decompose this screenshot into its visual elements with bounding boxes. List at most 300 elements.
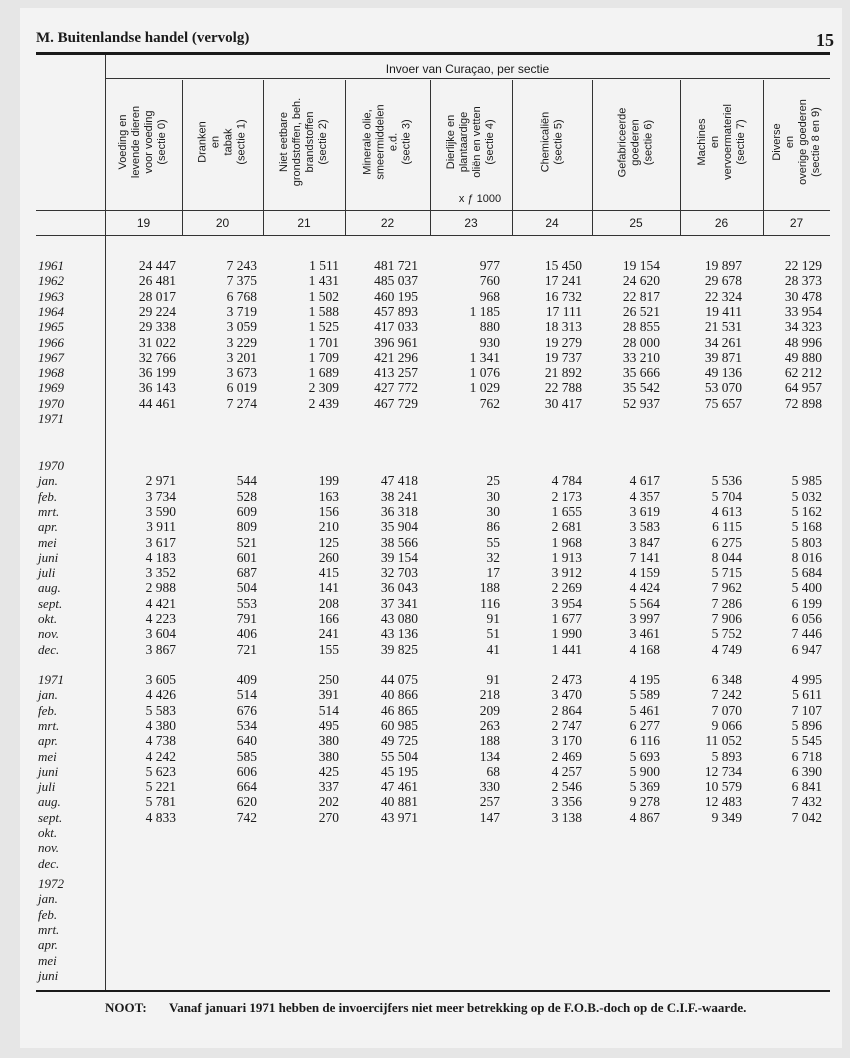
table-cell: 30 bbox=[486, 488, 500, 504]
table-cell: 91 bbox=[486, 672, 500, 687]
table-cell: 10 579 bbox=[704, 779, 742, 795]
column-number: 21 bbox=[297, 216, 311, 230]
table-cell: 3 059 bbox=[226, 319, 257, 335]
table-cell: 43 080 bbox=[380, 611, 418, 626]
table-cell: 44 461 bbox=[138, 395, 176, 411]
row-label: mrt. bbox=[38, 921, 60, 937]
table-cell: 3 201 bbox=[226, 349, 257, 365]
table-cell: 5 896 bbox=[791, 717, 822, 733]
table-cell: 762 bbox=[479, 395, 500, 411]
table-cell: 2 439 bbox=[308, 395, 339, 411]
table-cell: 3 997 bbox=[629, 611, 660, 626]
row-label: 1962 bbox=[38, 273, 64, 289]
table-cell: 337 bbox=[318, 779, 339, 795]
table-cell: 72 898 bbox=[784, 395, 822, 411]
table-cell: 29 224 bbox=[138, 303, 176, 319]
table-cell: 3 604 bbox=[145, 626, 176, 642]
table-cell: 40 881 bbox=[380, 794, 418, 810]
row-label: feb. bbox=[38, 702, 58, 718]
table-cell: 5 168 bbox=[791, 519, 822, 535]
column-header bbox=[592, 78, 680, 206]
table-cell: 43 971 bbox=[380, 809, 418, 825]
table-cell: 41 bbox=[486, 641, 500, 657]
table-cell: 4 357 bbox=[629, 488, 660, 504]
table-cell: 4 380 bbox=[145, 717, 176, 733]
column-header bbox=[345, 78, 430, 206]
table-cell: 4 426 bbox=[145, 687, 176, 703]
table-cell: 5 893 bbox=[711, 748, 742, 764]
column-number: 26 bbox=[714, 216, 729, 230]
table-cell: 49 136 bbox=[704, 365, 742, 381]
table-cell: 467 729 bbox=[374, 395, 418, 411]
table-cell: 53 070 bbox=[704, 380, 742, 396]
table-cell: 19 154 bbox=[622, 258, 660, 273]
table-cell: 5 611 bbox=[792, 687, 822, 703]
table-cell: 9 278 bbox=[629, 794, 660, 810]
column-header-text: Machines en vervoermateriel (sectie 7) bbox=[695, 104, 747, 180]
column-header bbox=[105, 78, 182, 206]
table-cell: 22 324 bbox=[704, 288, 742, 304]
column-header-text: Niet eetbare grondstoffen, beh. brandstoffen (sectie 2) bbox=[278, 97, 330, 187]
section-title: Invoer van Curaçao, per sectie bbox=[385, 62, 550, 76]
table-cell: 210 bbox=[318, 519, 339, 535]
table-cell: 5 545 bbox=[791, 733, 822, 749]
table-cell: 5 461 bbox=[629, 702, 660, 718]
table-cell: 45 195 bbox=[380, 763, 418, 779]
table-cell: 5 781 bbox=[145, 794, 176, 810]
table-cell: 55 504 bbox=[380, 748, 418, 764]
column-header bbox=[263, 78, 345, 206]
table-cell: 75 657 bbox=[704, 395, 742, 411]
top-rule bbox=[36, 52, 830, 55]
table-cell: 409 bbox=[236, 672, 257, 687]
page-number: 15 bbox=[816, 30, 834, 50]
row-label: mrt. bbox=[38, 717, 60, 733]
table-cell: 5 693 bbox=[629, 748, 660, 764]
row-label: 1965 bbox=[38, 319, 64, 335]
table-cell: 4 833 bbox=[145, 809, 176, 825]
table-cell: 125 bbox=[318, 534, 339, 550]
table-cell: 6 116 bbox=[630, 733, 660, 749]
table-cell: 19 897 bbox=[704, 258, 742, 273]
table-cell: 17 241 bbox=[544, 273, 582, 289]
table-cell: 7 906 bbox=[711, 611, 742, 626]
table-cell: 147 bbox=[479, 809, 500, 825]
table-cell: 2 469 bbox=[551, 748, 582, 764]
table-cell: 29 678 bbox=[704, 273, 742, 289]
table-cell: 32 703 bbox=[380, 565, 418, 581]
table-cell: 19 279 bbox=[544, 334, 582, 350]
table-cell: 166 bbox=[318, 611, 339, 626]
column-header-text: Chemicaliën (sectie 5) bbox=[539, 111, 564, 173]
table-cell: 44 075 bbox=[380, 672, 418, 687]
table-cell: 791 bbox=[236, 611, 257, 626]
row-label: okt. bbox=[38, 825, 58, 840]
table-cell: 1 655 bbox=[551, 503, 582, 519]
table-cell: 4 995 bbox=[791, 672, 822, 687]
row-label: apr. bbox=[38, 733, 58, 749]
table-cell: 5 536 bbox=[711, 473, 742, 489]
table-cell: 15 450 bbox=[544, 258, 582, 273]
table-cell: 6 275 bbox=[711, 534, 742, 550]
row-label: 1964 bbox=[38, 303, 64, 319]
table-cell: 4 784 bbox=[551, 473, 582, 489]
table-cell: 3 605 bbox=[145, 672, 176, 687]
table-cell: 7 962 bbox=[711, 580, 742, 596]
row-label: mei bbox=[38, 748, 57, 764]
table-cell: 209 bbox=[479, 702, 500, 718]
table-cell: 3 673 bbox=[226, 365, 257, 381]
table-cell: 28 855 bbox=[622, 319, 660, 335]
table-cell: 250 bbox=[318, 672, 339, 687]
table-cell: 47 418 bbox=[380, 473, 418, 489]
table-cell: 141 bbox=[318, 580, 339, 596]
table-cell: 2 173 bbox=[551, 488, 582, 504]
table-cell: 1 029 bbox=[469, 380, 500, 396]
table-cell: 17 111 bbox=[545, 303, 582, 319]
table-cell: 514 bbox=[318, 702, 339, 718]
row-label: 1970 bbox=[38, 395, 64, 411]
header-top-line bbox=[36, 210, 830, 211]
table-cell: 4 749 bbox=[711, 641, 742, 657]
table-cell: 427 772 bbox=[374, 380, 418, 396]
row-label: feb. bbox=[38, 488, 58, 504]
table-cell: 11 052 bbox=[705, 733, 742, 749]
unit-label: x ƒ 1000 bbox=[458, 193, 502, 205]
table-cell: 2 864 bbox=[551, 702, 582, 718]
row-label: 1967 bbox=[38, 349, 64, 365]
table-cell: 19 737 bbox=[544, 349, 582, 365]
table-cell: 21 531 bbox=[704, 319, 742, 335]
table-cell: 86 bbox=[486, 519, 500, 535]
table-cell: 51 bbox=[486, 626, 500, 642]
table-cell: 396 961 bbox=[374, 334, 418, 350]
table-cell: 7 446 bbox=[791, 626, 822, 642]
row-label: nov. bbox=[38, 626, 60, 642]
table-cell: 3 719 bbox=[226, 303, 257, 319]
table-cell: 270 bbox=[318, 809, 339, 825]
row-label: jan. bbox=[38, 891, 58, 907]
table-cell: 33 210 bbox=[622, 349, 660, 365]
table-cell: 218 bbox=[479, 687, 500, 703]
table-cell: 156 bbox=[318, 503, 339, 519]
row-label: jan. bbox=[38, 473, 58, 489]
table-cell: 1 525 bbox=[308, 319, 339, 335]
table-cell: 35 666 bbox=[622, 365, 660, 381]
table-cell: 28 373 bbox=[784, 273, 822, 289]
table-cell: 6 390 bbox=[791, 763, 822, 779]
table-cell: 3 461 bbox=[629, 626, 660, 642]
table-cell: 7 070 bbox=[711, 702, 742, 718]
table-cell: 5 704 bbox=[711, 488, 742, 504]
row-label: jan. bbox=[38, 687, 58, 703]
table-cell: 425 bbox=[318, 763, 339, 779]
table-cell: 5 583 bbox=[145, 702, 176, 718]
table-cell: 1 185 bbox=[469, 303, 500, 319]
table-cell: 6 199 bbox=[791, 595, 822, 611]
table-cell: 977 bbox=[479, 258, 500, 273]
row-label: dec. bbox=[38, 855, 60, 871]
table-cell: 9 066 bbox=[711, 717, 742, 733]
table-cell: 5 803 bbox=[791, 534, 822, 550]
table-cell: 38 566 bbox=[380, 534, 418, 550]
table-cell: 39 154 bbox=[380, 549, 418, 565]
table-cell: 49 880 bbox=[784, 349, 822, 365]
table-cell: 1 341 bbox=[469, 349, 500, 365]
table-cell: 4 617 bbox=[629, 473, 660, 489]
row-label: apr. bbox=[38, 519, 58, 535]
row-label: juni bbox=[38, 763, 59, 779]
table-cell: 640 bbox=[236, 733, 257, 749]
table-cell: 417 033 bbox=[374, 319, 418, 335]
table-cell: 25 bbox=[486, 473, 500, 489]
table-cell: 32 bbox=[486, 549, 500, 565]
table-cell: 7 141 bbox=[629, 549, 660, 565]
table-cell: 6 277 bbox=[629, 717, 660, 733]
table-cell: 5 985 bbox=[791, 473, 822, 489]
table-cell: 1 431 bbox=[308, 273, 339, 289]
table-cell: 34 261 bbox=[704, 334, 742, 350]
table-cell: 134 bbox=[479, 748, 500, 764]
table-cell: 5 400 bbox=[791, 580, 822, 596]
table-cell: 36 318 bbox=[380, 503, 418, 519]
table-cell: 2 681 bbox=[551, 519, 582, 535]
table-cell: 4 867 bbox=[629, 809, 660, 825]
table-cell: 17 bbox=[486, 565, 500, 581]
table-cell: 39 825 bbox=[380, 641, 418, 657]
table-cell: 5 564 bbox=[629, 595, 660, 611]
table-cell: 7 286 bbox=[711, 595, 742, 611]
table-cell: 6 056 bbox=[791, 611, 822, 626]
table-cell: 3 912 bbox=[551, 565, 582, 581]
table-cell: 34 323 bbox=[784, 319, 822, 335]
table-cell: 263 bbox=[479, 717, 500, 733]
table-cell: 7 432 bbox=[791, 794, 822, 810]
table-cell: 3 619 bbox=[629, 503, 660, 519]
table-cell: 47 461 bbox=[380, 779, 418, 795]
column-header bbox=[680, 78, 763, 206]
row-label: nov. bbox=[38, 840, 60, 856]
column-header bbox=[182, 78, 263, 206]
table-cell: 2 269 bbox=[551, 580, 582, 596]
table-cell: 3 138 bbox=[551, 809, 582, 825]
table-cell: 4 613 bbox=[711, 503, 742, 519]
column-header-text: Diverse en overige goederen (sectie 8 en 9) bbox=[770, 99, 822, 185]
table-cell: 64 957 bbox=[784, 380, 822, 396]
table-cell: 52 937 bbox=[622, 395, 660, 411]
table-cell: 7 107 bbox=[791, 702, 822, 718]
table-cell: 5 715 bbox=[711, 565, 742, 581]
table-cell: 55 bbox=[486, 534, 500, 550]
table-cell: 91 bbox=[486, 611, 500, 626]
table-cell: 504 bbox=[236, 580, 257, 596]
table-cell: 481 721 bbox=[374, 258, 418, 273]
table-cell: 4 168 bbox=[629, 641, 660, 657]
table-cell: 406 bbox=[236, 626, 257, 642]
column-header-text: Voeding en levende dieren voor voeding (sectie 0) bbox=[117, 105, 169, 179]
table-cell: 1 076 bbox=[469, 365, 500, 381]
table-cell: 4 257 bbox=[551, 763, 582, 779]
table-cell: 7 042 bbox=[791, 809, 822, 825]
table-cell: 6 841 bbox=[791, 779, 822, 795]
table-cell: 208 bbox=[318, 595, 339, 611]
table-cell: 2 747 bbox=[551, 717, 582, 733]
table-cell: 19 411 bbox=[705, 303, 742, 319]
column-header-text: Dierlijke en plantaardige oliën en vetten (sectie 4) bbox=[445, 106, 496, 178]
table-cell: 60 985 bbox=[380, 717, 418, 733]
table-cell: 6 768 bbox=[226, 288, 257, 304]
row-label: juni bbox=[38, 549, 59, 565]
table-cell: 3 867 bbox=[145, 641, 176, 657]
table-cell: 3 617 bbox=[145, 534, 176, 550]
table-cell: 2 309 bbox=[308, 380, 339, 396]
table-cell: 5 623 bbox=[145, 763, 176, 779]
table-cell: 5 032 bbox=[791, 488, 822, 504]
table-cell: 721 bbox=[236, 641, 257, 657]
table-cell: 36 143 bbox=[138, 380, 176, 396]
table-cell: 3 847 bbox=[629, 534, 660, 550]
table-cell: 163 bbox=[318, 488, 339, 504]
table-cell: 968 bbox=[479, 288, 500, 304]
row-label: feb. bbox=[38, 906, 58, 922]
table-cell: 5 752 bbox=[711, 626, 742, 642]
table-cell: 116 bbox=[480, 595, 500, 611]
table-cell: 760 bbox=[479, 273, 500, 289]
table-cell: 37 341 bbox=[380, 595, 418, 611]
table-cell: 31 022 bbox=[138, 334, 176, 350]
table-cell: 22 788 bbox=[544, 380, 582, 396]
table-cell: 22 129 bbox=[784, 258, 822, 273]
table-cell: 380 bbox=[318, 748, 339, 764]
table-cell: 32 766 bbox=[138, 349, 176, 365]
table-cell: 8 044 bbox=[711, 549, 742, 565]
row-label: mei bbox=[38, 534, 57, 550]
column-number: 25 bbox=[629, 216, 643, 230]
row-label: sept. bbox=[38, 809, 63, 825]
table-cell: 6 947 bbox=[791, 641, 822, 657]
column-header-text: Minerale olie, smeermiddelen e.d. (sectie 3) bbox=[361, 104, 413, 180]
table-cell: 2 971 bbox=[145, 473, 176, 489]
table-cell: 1 968 bbox=[551, 534, 582, 550]
column-header-text: Gefabriceerde goederen (sectie 6) bbox=[616, 107, 655, 177]
table-cell: 514 bbox=[236, 687, 257, 703]
table-cell: 3 229 bbox=[226, 334, 257, 350]
row-label: 1970 bbox=[38, 458, 64, 473]
table-cell: 155 bbox=[318, 641, 339, 657]
table-cell: 880 bbox=[479, 319, 500, 335]
note-text: Vanaf januari 1971 hebben de invoercijfers niet meer betrekking op de F.O.B.-doch op de C.I.F.-waarde. bbox=[169, 1000, 747, 1015]
table-cell: 68 bbox=[486, 763, 500, 779]
table-cell: 544 bbox=[236, 473, 257, 489]
table-cell: 3 911 bbox=[146, 519, 176, 535]
table-cell: 606 bbox=[236, 763, 257, 779]
table-cell: 521 bbox=[236, 534, 257, 550]
table-cell: 33 954 bbox=[784, 303, 822, 319]
row-label: 1966 bbox=[38, 334, 64, 350]
row-label: juli bbox=[38, 565, 56, 581]
table-cell: 2 988 bbox=[145, 580, 176, 596]
table-cell: 421 296 bbox=[374, 349, 418, 365]
table-cell: 495 bbox=[318, 717, 339, 733]
table-cell: 3 170 bbox=[551, 733, 582, 749]
table-cell: 4 195 bbox=[629, 672, 660, 687]
table-cell: 39 871 bbox=[704, 349, 742, 365]
table-cell: 30 417 bbox=[544, 395, 582, 411]
table-cell: 5 684 bbox=[791, 565, 822, 581]
table-cell: 1 677 bbox=[551, 611, 582, 626]
table-cell: 3 356 bbox=[551, 794, 582, 810]
table-cell: 1 588 bbox=[308, 303, 339, 319]
table-cell: 1 990 bbox=[551, 626, 582, 642]
table-cell: 460 195 bbox=[374, 288, 418, 304]
row-label: apr. bbox=[38, 937, 58, 953]
table-cell: 930 bbox=[479, 334, 500, 350]
table-cell: 202 bbox=[318, 794, 339, 810]
column-header bbox=[512, 78, 592, 206]
row-label: 1972 bbox=[38, 876, 64, 891]
table-cell: 391 bbox=[318, 687, 339, 703]
table-cell: 528 bbox=[236, 488, 257, 504]
row-label: okt. bbox=[38, 611, 58, 626]
table-cell: 687 bbox=[236, 565, 257, 581]
table-cell: 24 620 bbox=[622, 273, 660, 289]
row-label: aug. bbox=[38, 580, 61, 596]
table-cell: 2 546 bbox=[551, 779, 582, 795]
table-cell: 30 bbox=[486, 503, 500, 519]
table-cell: 28 000 bbox=[622, 334, 660, 350]
table-cell: 585 bbox=[236, 748, 257, 764]
table-cell: 4 242 bbox=[145, 748, 176, 764]
row-label: aug. bbox=[38, 794, 61, 810]
table-cell: 1 701 bbox=[308, 334, 339, 350]
header-bottom-line bbox=[36, 235, 830, 236]
table-cell: 257 bbox=[479, 794, 500, 810]
table-cell: 26 521 bbox=[622, 303, 660, 319]
column-number: 27 bbox=[789, 216, 804, 230]
table-cell: 49 725 bbox=[380, 733, 418, 749]
table-cell: 18 313 bbox=[544, 319, 582, 335]
table-cell: 3 590 bbox=[145, 503, 176, 519]
table-cell: 40 866 bbox=[380, 687, 418, 703]
column-header bbox=[763, 78, 830, 206]
table-cell: 241 bbox=[318, 626, 339, 642]
row-label: mrt. bbox=[38, 503, 60, 519]
table-cell: 22 817 bbox=[622, 288, 660, 304]
table-cell: 380 bbox=[318, 733, 339, 749]
table-cell: 1 689 bbox=[308, 365, 339, 381]
table-cell: 3 583 bbox=[629, 519, 660, 535]
table-cell: 485 037 bbox=[374, 273, 418, 289]
table-cell: 26 481 bbox=[138, 273, 176, 289]
table-cell: 36 043 bbox=[380, 580, 418, 596]
table-cell: 809 bbox=[236, 519, 257, 535]
table-cell: 3 470 bbox=[551, 687, 582, 703]
row-label: 1971 bbox=[38, 672, 64, 687]
table-cell: 5 900 bbox=[629, 763, 660, 779]
table-cell: 7 274 bbox=[226, 395, 257, 411]
table-cell: 46 865 bbox=[380, 702, 418, 718]
row-label: 1971 bbox=[38, 411, 64, 426]
table-cell: 620 bbox=[236, 794, 257, 810]
table-cell: 8 016 bbox=[791, 549, 822, 565]
table-cell: 199 bbox=[318, 473, 339, 489]
table-cell: 4 421 bbox=[145, 595, 176, 611]
table-cell: 28 017 bbox=[138, 288, 176, 304]
table-cell: 35 904 bbox=[380, 519, 418, 535]
table-cell: 36 199 bbox=[138, 365, 176, 381]
table-cell: 7 243 bbox=[226, 258, 257, 273]
table-cell: 534 bbox=[236, 717, 257, 733]
